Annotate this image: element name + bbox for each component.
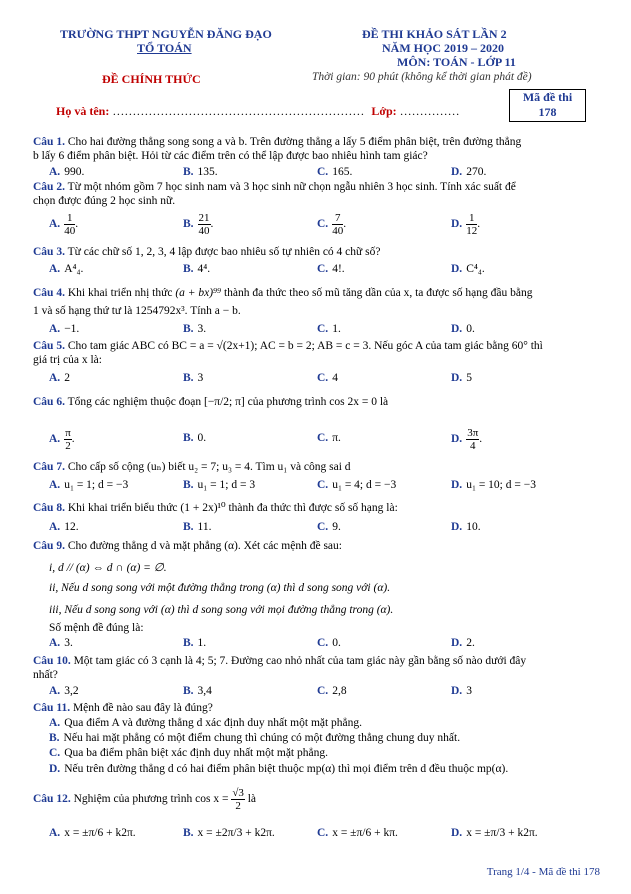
q9-option-a[interactable]: A. 3.: [49, 637, 73, 649]
q4-option-d[interactable]: D. 0.: [451, 323, 475, 335]
class-label: Lớp:: [371, 104, 397, 118]
question-text: b lấy 6 điểm phân biệt. Hỏi từ các điểm trên có thể lập được bao nhiêu hình tam giác?: [33, 149, 428, 162]
q12-option-b[interactable]: B. x = ±2π/3 + k2π.: [183, 827, 275, 839]
question-5: Câu 5. Cho tam giác ABC có BC = a = √(2x+1); AC = b = 2; AB = c = 3. Nếu góc A của tam giác bằng 60° thì giá trị của x là:: [33, 340, 543, 366]
school-year: NĂM HỌC 2019 – 2020: [382, 41, 504, 55]
question-11: Câu 11. Mệnh đề nào sau đây là đúng?: [33, 702, 213, 714]
question-6: Câu 6. Tổng các nghiệm thuộc đoạn [−π/2; π] của phương trình cos 2x = 0 là: [33, 396, 389, 408]
q9-option-d[interactable]: D. 2.: [451, 637, 475, 649]
q11-option-b[interactable]: B. Nếu hai mặt phẳng có một điểm chung thì chúng có một đường thẳng chung duy nhất.: [49, 732, 461, 744]
exam-code-label: Mã đề thi: [522, 90, 573, 104]
q11-option-c[interactable]: C. Qua ba điểm phân biệt xác định duy nhất một mặt phẳng.: [49, 747, 328, 759]
question-4: Câu 4. Khi khai triển nhị thức (a + bx)⁹⁹ thành đa thức theo số mũ tăng dần của x, ta được số hạng đầu bằng 1 và số hạng thứ tư là 1254792x³. Tính a − b.: [33, 287, 533, 317]
q12-option-a[interactable]: A. x = ±π/6 + k2π.: [49, 827, 136, 839]
page-footer: Trang 1/4 - Mã đề thi 178: [486, 866, 600, 878]
q10-option-d[interactable]: D. 3: [451, 685, 472, 697]
question-7: Câu 7. Cho cấp số cộng (uₙ) biết u₂ = 7; u₃ = 4. Tìm u₁ và công sai d: [33, 461, 351, 473]
question-label: Câu 1.: [33, 136, 65, 148]
q7-option-d[interactable]: D. u₁ = 10; d = −3: [451, 479, 536, 491]
name-label: Họ và tên:: [56, 104, 110, 118]
q9-statement-3: iii, Nếu d song song với (α) thì d song song với mọi đường thẳng trong (α).: [49, 604, 394, 616]
q3-option-b[interactable]: B. 4⁴.: [183, 263, 211, 275]
q1-option-a[interactable]: A. 990.: [49, 166, 85, 178]
q8-option-d[interactable]: D. 10.: [451, 521, 481, 533]
q2-option-b[interactable]: B. $\frac{21}{40}$ .: [183, 212, 214, 237]
question-9: Câu 9. Cho đường thẳng d và mặt phẳng (α). Xét các mệnh đề sau:: [33, 540, 342, 552]
school-name: TRƯỜNG THPT NGUYỄN ĐĂNG ĐẠO: [60, 27, 272, 41]
q6-option-b[interactable]: B. 0.: [183, 432, 207, 444]
exam-code-box: [509, 89, 586, 122]
q8-option-c[interactable]: C. 9.: [317, 521, 341, 533]
q11-option-d[interactable]: D. Nếu trên đường thẳng d có hai điểm phân biệt thuộc mp(α) thì mọi điểm trên d đều thuộc mp(α).: [49, 763, 509, 775]
exam-title: ĐỀ THI KHẢO SÁT LẦN 2: [362, 27, 507, 41]
q9-statement-4: Số mệnh đề đúng là:: [49, 622, 144, 634]
q2-option-d[interactable]: D. $\frac{1}{12}$ .: [451, 212, 481, 237]
q1-option-c[interactable]: C. 165.: [317, 166, 353, 178]
subject-label: MÔN: TOÁN - LỚP 11: [397, 55, 516, 69]
exam-code-value: 178: [538, 105, 557, 119]
q10-option-c[interactable]: C. 2,8: [317, 685, 347, 697]
q10-option-b[interactable]: B. 3,4: [183, 685, 212, 697]
q5-option-a[interactable]: A. 2: [49, 372, 70, 384]
q7-option-c[interactable]: C. u₁ = 4; d = −3: [317, 479, 397, 491]
official-label: ĐỀ CHÍNH THỨC: [102, 72, 201, 86]
question-3: Câu 3. Từ các chữ số 1, 2, 3, 4 lập được bao nhiêu số tự nhiên có 4 chữ số?: [33, 246, 381, 258]
student-info-row: [56, 104, 460, 119]
question-8: Câu 8. Khi khai triển biểu thức (1 + 2x)¹⁰ thành đa thức thì được số số hạng là:: [33, 502, 398, 514]
question-12: Câu 12. Nghiệm của phương trình cos x = $\frac{√3}{2}$ là: [33, 787, 257, 812]
q11-option-a[interactable]: A. Qua điểm A và đường thẳng d xác định duy nhất một mặt phẳng.: [49, 717, 363, 729]
q12-option-c[interactable]: C. x = ±π/6 + kπ.: [317, 827, 398, 839]
q1-option-d[interactable]: D. 270.: [451, 166, 487, 178]
question-2: Câu 2. Từ một nhóm gồm 7 học sinh nam và 3 học sinh nữ chọn ngẫu nhiên 3 học sinh. Tính xác suất để chọn được đúng 2 học sinh nữ.: [33, 181, 516, 207]
q10-option-a[interactable]: A. 3,2: [49, 685, 79, 697]
q8-option-b[interactable]: B. 11.: [183, 521, 212, 533]
q5-option-b[interactable]: B. 3: [183, 372, 204, 384]
q3-option-c[interactable]: C. 4!.: [317, 263, 345, 275]
q9-option-b[interactable]: B. 1.: [183, 637, 207, 649]
name-dots: ………………………………………………………: [112, 104, 365, 118]
q3-option-a[interactable]: A. A⁴₄.: [49, 263, 84, 275]
q7-option-b[interactable]: B. u₁ = 1; d = 3: [183, 479, 256, 491]
q9-statement-2: ii, Nếu d song song với một đường thẳng trong (α) thì d song song với (α).: [49, 582, 391, 594]
time-label: Thời gian: 90 phút (không kể thời gian phát đề): [312, 71, 532, 83]
question-1: [33, 136, 603, 163]
q2-option-c[interactable]: C. $\frac{7}{40}$ .: [317, 212, 347, 237]
q7-option-a[interactable]: A. u₁ = 1; d = −3: [49, 479, 129, 491]
q9-option-c[interactable]: C. 0.: [317, 637, 341, 649]
q2-option-a[interactable]: A. $\frac{1}{40}$ .: [49, 212, 79, 237]
q9-statement-1: i, d // (α) ⇔ d ∩ (α) = ∅.: [49, 562, 167, 574]
q6-option-c[interactable]: C. π.: [317, 432, 341, 444]
q8-option-a[interactable]: A. 12.: [49, 521, 79, 533]
department-name: TỔ TOÁN: [137, 41, 192, 55]
q1-option-b[interactable]: B. 135.: [183, 166, 218, 178]
q5-option-d[interactable]: D. 5: [451, 372, 472, 384]
class-dots: ……………: [399, 104, 460, 118]
q6-option-d[interactable]: D. $\frac{3\pi}{4}$ .: [451, 427, 483, 452]
q4-option-b[interactable]: B. 3.: [183, 323, 207, 335]
q12-option-d[interactable]: D. x = ±π/3 + k2π.: [451, 827, 538, 839]
q4-option-c[interactable]: C. 1.: [317, 323, 341, 335]
q5-option-c[interactable]: C. 4: [317, 372, 338, 384]
q4-option-a[interactable]: A. −1.: [49, 323, 80, 335]
q6-option-a[interactable]: A. $\frac{\pi}{2}$ .: [49, 427, 75, 452]
q3-option-d[interactable]: D. C⁴₄.: [451, 263, 485, 275]
question-10: Câu 10. Một tam giác có 3 cạnh là 4; 5; 7. Đường cao nhỏ nhất của tam giác này gần bằng số nào dưới đây nhất?: [33, 655, 527, 681]
question-text: Cho hai đường thẳng song song a và b. Trên đường thẳng a lấy 5 điểm phân biệt, trên đường thẳng: [67, 136, 522, 148]
